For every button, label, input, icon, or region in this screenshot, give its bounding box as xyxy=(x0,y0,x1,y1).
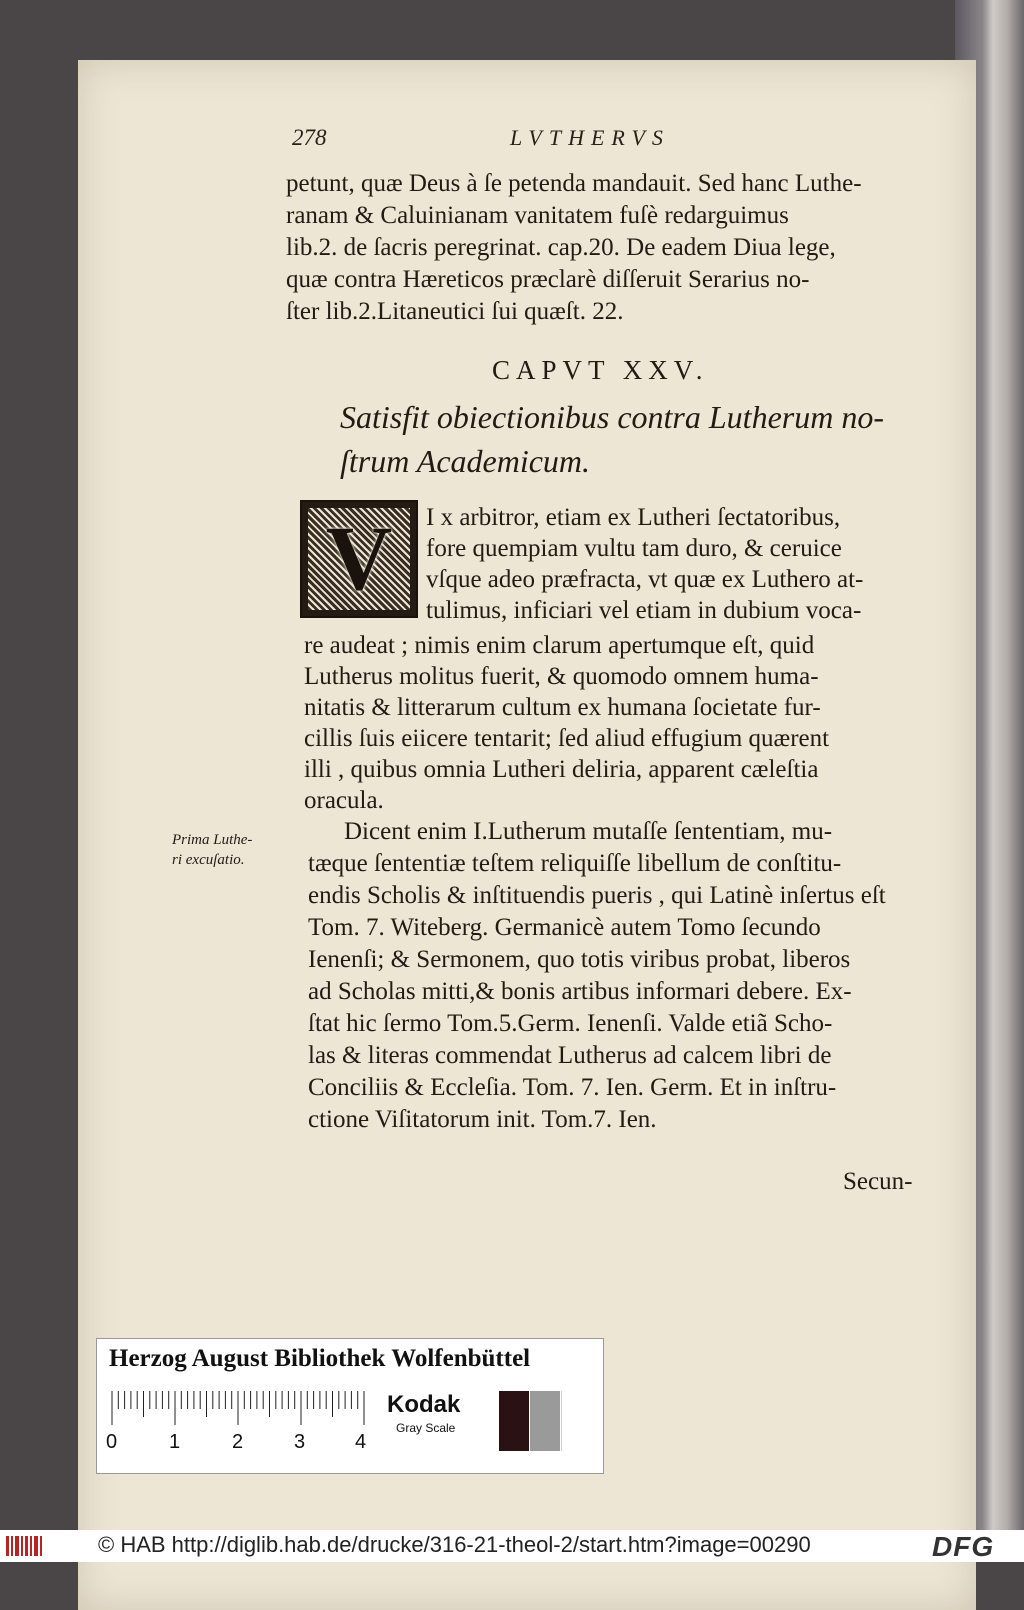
footer-bar xyxy=(0,1530,1024,1562)
marginal-note-line: ri excuſatio. xyxy=(172,852,245,868)
ruler-number: 0 xyxy=(106,1431,118,1453)
barcode-icon xyxy=(6,1536,46,1556)
dfg-logo: DFG xyxy=(932,1531,995,1562)
library-label-card xyxy=(96,1338,604,1474)
chapter-subtitle-line: Satisfit obiectionibus contra Lutherum no- xyxy=(340,399,884,435)
text-line: Lutherus molitus fuerit, & quomodo omnem huma- xyxy=(304,663,819,690)
text-line: Ienenſi; & Sermonem, quo totis viribus probat, liberos xyxy=(308,946,851,973)
chapter-subtitle-line: ſtrum Academicum. xyxy=(340,443,591,479)
decorated-initial xyxy=(300,500,418,618)
chapter-subtitle xyxy=(340,395,884,483)
running-head: LVTHERVS xyxy=(510,125,670,150)
text-line: quæ contra Hæreticos præclarè diſſeruit Serarius no- xyxy=(286,266,810,293)
text-line: Conciliis & Eccleſia. Tom. 7. Ien. Germ. Et in inſtru- xyxy=(308,1074,837,1101)
text-line: las & literas commendat Lutherus ad calcem libri de xyxy=(308,1042,832,1069)
text-line: ctione Viſitatorum init. Tom.7. Ien. xyxy=(308,1106,657,1133)
ruler-number: 3 xyxy=(294,1431,306,1453)
text-line: ranam & Caluinianam vanitatem fuſè redarguimus xyxy=(286,202,789,229)
initial-letter: V xyxy=(325,507,393,609)
text-line: fore quempiam vultu tam duro, & ceruice xyxy=(426,535,842,562)
text-line: ad Scholas mitti,& bonis artibus informari debere. Ex- xyxy=(308,978,852,1005)
text-line: I x arbitror, etiam ex Lutheri ſectatoribus, xyxy=(426,504,841,531)
kodak-title: Kodak xyxy=(387,1391,461,1418)
text-line: tæque ſententiæ teſtem reliquiſſe libellum de conſtitu- xyxy=(308,850,842,877)
gray-patch-mid xyxy=(530,1391,560,1451)
ruler-number: 4 xyxy=(355,1431,367,1453)
text-line: endis Scholis & inſtituendis pueris , qui Latinè inſertus eſt xyxy=(308,882,886,909)
text-line: Dicent enim I.Lutherum mutaſſe ſententiam, mu- xyxy=(344,818,833,845)
text-line: ſter lib.2.Litaneutici ſui quæſt. 22. xyxy=(286,298,624,325)
text-line: nitatis & litterarum cultum ex humana ſocietate fur- xyxy=(304,694,821,721)
text-line: cillis ſuis eiicere tentarit; ſed aliud effugium quærent xyxy=(304,725,830,752)
text-line: oracula. xyxy=(304,787,384,814)
marginal-note-line: Prima Luthe- xyxy=(172,832,253,848)
text-line: Tom. 7. Witeberg. Germanicè autem Tomo ſecundo xyxy=(308,914,821,941)
text-line: illi , quibus omnia Lutheri deliria, apparent cæleſtia xyxy=(304,756,819,783)
footer-url[interactable]: © HAB http://diglib.hab.de/drucke/316-21-theol-2/start.htm?image=00290 xyxy=(98,1532,811,1557)
kodak-subtitle: Gray Scale xyxy=(396,1421,456,1435)
ruler-number: 1 xyxy=(169,1431,181,1453)
text-line: ſtat hic ſermo Tom.5.Germ. Ienenſi. Valde etiã Scho- xyxy=(308,1010,833,1037)
page-number: 278 xyxy=(292,125,327,150)
catchword: Secun- xyxy=(843,1168,913,1195)
text-line: tulimus, inficiari vel etiam in dubium voca- xyxy=(426,597,862,624)
text-line: lib.2. de ſacris peregrinat. cap.20. De eadem Diua lege, xyxy=(286,234,836,261)
chapter-title: CAPVT XXV. xyxy=(492,355,709,385)
gray-patch-dark xyxy=(499,1391,529,1451)
gray-patch-white xyxy=(561,1391,592,1451)
text-line: petunt, quæ Deus à ſe petenda mandauit. Sed hanc Luthe- xyxy=(286,170,862,197)
marginal-note xyxy=(172,830,252,870)
library-name: Herzog August Bibliothek Wolfenbüttel xyxy=(109,1345,531,1372)
ruler-number: 2 xyxy=(232,1431,244,1453)
text-line: vſque adeo præfracta, vt quæ ex Luthero at- xyxy=(426,566,864,593)
measurement-ruler xyxy=(110,1391,368,1427)
page-header xyxy=(292,125,722,159)
text-line: re audeat ; nimis enim clarum apertumque eſt, quid xyxy=(304,632,815,659)
